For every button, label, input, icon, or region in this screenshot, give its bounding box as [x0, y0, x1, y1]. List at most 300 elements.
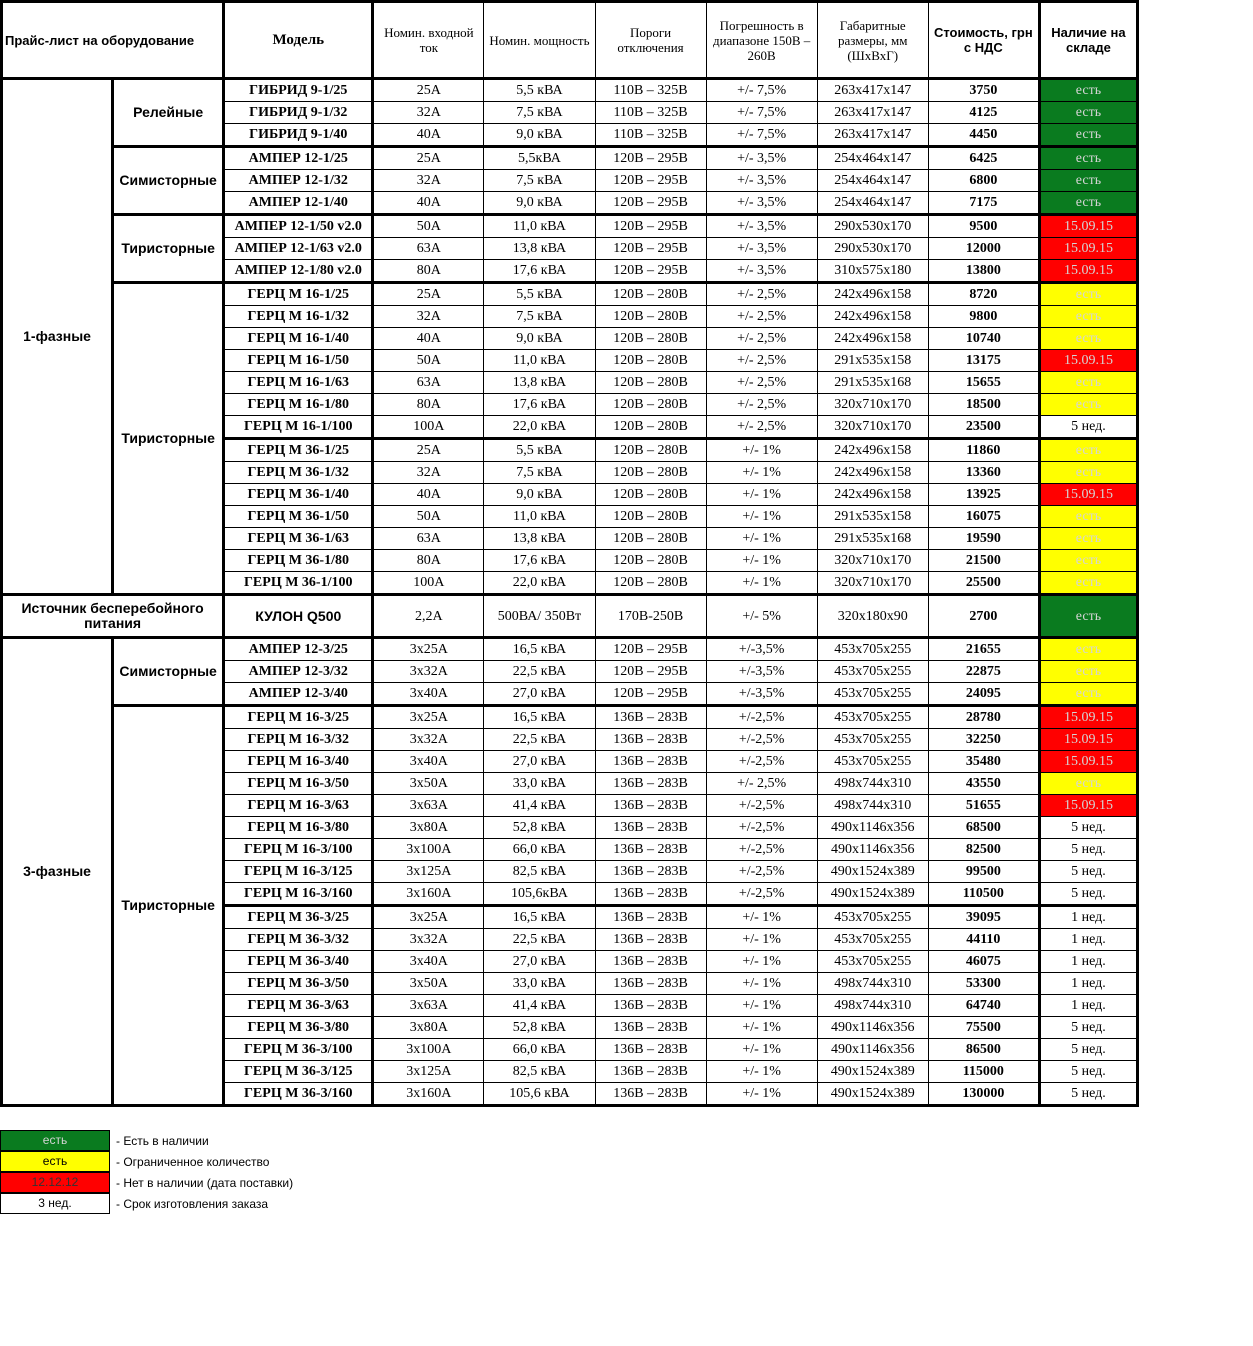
- cell-current: 25А: [373, 283, 484, 306]
- cell-accuracy: +/- 7,5%: [706, 79, 817, 102]
- cell-model: ГИБРИД 9-1/40: [224, 124, 373, 147]
- cell-current: 3х50А: [373, 973, 484, 995]
- cell-current: 32А: [373, 170, 484, 192]
- cell-stock: 1 нед.: [1039, 906, 1137, 929]
- cell-dimensions: 254х464х147: [817, 147, 928, 170]
- cell-dimensions: 498х744х310: [817, 973, 928, 995]
- cell-current: 100А: [373, 572, 484, 595]
- cell-accuracy: +/-2,5%: [706, 883, 817, 906]
- cell-dimensions: 320х710х170: [817, 550, 928, 572]
- cell-current: 3х40А: [373, 683, 484, 706]
- cell-price: 11860: [928, 439, 1039, 462]
- cell-model: ГЕРЦ М 36-1/80: [224, 550, 373, 572]
- cell-accuracy: +/-2,5%: [706, 795, 817, 817]
- cell-dimensions: 498х744х310: [817, 795, 928, 817]
- cell-accuracy: +/- 3,5%: [706, 192, 817, 215]
- cell-thresholds: 120В – 295В: [595, 683, 706, 706]
- cell-power: 27,0 кВА: [484, 751, 595, 773]
- cell-power: 22,5 кВА: [484, 729, 595, 751]
- cell-current: 3х25А: [373, 906, 484, 929]
- cell-model: ГЕРЦ М 16-3/25: [224, 706, 373, 729]
- cell-model: ГЕРЦ М 36-3/40: [224, 951, 373, 973]
- cell-dimensions: 242х496х158: [817, 439, 928, 462]
- header-dimensions: Габаритные размеры, мм (ШхВхГ): [817, 2, 928, 79]
- cell-model: ГЕРЦ М 16-3/125: [224, 861, 373, 883]
- cell-dimensions: 490х1146х356: [817, 817, 928, 839]
- cell-dimensions: 490х1524х389: [817, 1061, 928, 1083]
- cell-accuracy: +/- 3,5%: [706, 147, 817, 170]
- cell-current: 3х50А: [373, 773, 484, 795]
- cell-model: ГЕРЦ М 16-1/63: [224, 372, 373, 394]
- cell-accuracy: +/-2,5%: [706, 817, 817, 839]
- cell-accuracy: +/- 1%: [706, 1061, 817, 1083]
- cell-power: 16,5 кВА: [484, 638, 595, 661]
- cell-thresholds: 120В – 280В: [595, 439, 706, 462]
- cell-thresholds: 136В – 283В: [595, 706, 706, 729]
- cell-price: 51655: [928, 795, 1039, 817]
- cell-current: 63А: [373, 238, 484, 260]
- cell-current: 40А: [373, 124, 484, 147]
- cell-dimensions: 263х417х147: [817, 79, 928, 102]
- cell-model: ГЕРЦ М 16-3/40: [224, 751, 373, 773]
- cell-stock: есть: [1039, 661, 1137, 683]
- cell-thresholds: 170В-250В: [595, 595, 706, 638]
- cell-thresholds: 110В – 325В: [595, 124, 706, 147]
- cell-price: 25500: [928, 572, 1039, 595]
- cell-model: ГЕРЦ М 36-1/100: [224, 572, 373, 595]
- cell-model: ГЕРЦ М 36-1/50: [224, 506, 373, 528]
- cell-accuracy: +/-2,5%: [706, 729, 817, 751]
- cell-price: 110500: [928, 883, 1039, 906]
- cell-thresholds: 136В – 283В: [595, 1061, 706, 1083]
- cell-dimensions: 291х535х158: [817, 506, 928, 528]
- cell-stock: 1 нед.: [1039, 951, 1137, 973]
- cell-accuracy: +/- 3,5%: [706, 170, 817, 192]
- cell-power: 52,8 кВА: [484, 1017, 595, 1039]
- legend-item: [0, 1193, 293, 1214]
- cell-model: ГЕРЦ М 36-3/50: [224, 973, 373, 995]
- legend-item: [0, 1130, 293, 1151]
- legend-swatch: 3 нед.: [0, 1193, 110, 1214]
- cell-power: 7,5 кВА: [484, 102, 595, 124]
- cell-thresholds: 136В – 283В: [595, 729, 706, 751]
- cell-stock: 15.09.15: [1039, 350, 1137, 372]
- cell-stock: 5 нед.: [1039, 817, 1137, 839]
- cell-current: 3х63А: [373, 795, 484, 817]
- cell-power: 27,0 кВА: [484, 683, 595, 706]
- cell-dimensions: 453х705х255: [817, 951, 928, 973]
- cell-model: АМПЕР 12-1/32: [224, 170, 373, 192]
- cell-power: 11,0 кВА: [484, 215, 595, 238]
- cell-stock: 5 нед.: [1039, 883, 1137, 906]
- cell-current: 3х160А: [373, 1083, 484, 1106]
- cell-price: 18500: [928, 394, 1039, 416]
- cell-stock: есть: [1039, 283, 1137, 306]
- group-type: Релейные: [113, 79, 224, 147]
- cell-accuracy: +/- 2,5%: [706, 416, 817, 439]
- cell-dimensions: 291х535х158: [817, 350, 928, 372]
- cell-model: ГЕРЦ М 16-3/100: [224, 839, 373, 861]
- cell-power: 27,0 кВА: [484, 951, 595, 973]
- cell-accuracy: +/- 2,5%: [706, 350, 817, 372]
- cell-power: 7,5 кВА: [484, 306, 595, 328]
- cell-power: 52,8 кВА: [484, 817, 595, 839]
- table-row: [2, 147, 1138, 170]
- cell-accuracy: +/- 2,5%: [706, 394, 817, 416]
- cell-price: 75500: [928, 1017, 1039, 1039]
- cell-current: 40А: [373, 484, 484, 506]
- cell-price: 2700: [928, 595, 1039, 638]
- cell-price: 13800: [928, 260, 1039, 283]
- cell-accuracy: +/- 2,5%: [706, 306, 817, 328]
- cell-thresholds: 120В – 280В: [595, 416, 706, 439]
- cell-price: 46075: [928, 951, 1039, 973]
- legend-swatch: есть: [0, 1130, 110, 1151]
- cell-thresholds: 120В – 280В: [595, 394, 706, 416]
- cell-dimensions: 242х496х158: [817, 462, 928, 484]
- cell-dimensions: 490х1146х356: [817, 1017, 928, 1039]
- cell-power: 16,5 кВА: [484, 706, 595, 729]
- cell-current: 3х125А: [373, 1061, 484, 1083]
- cell-model: ГЕРЦ М 36-3/63: [224, 995, 373, 1017]
- cell-dimensions: 290х530х170: [817, 215, 928, 238]
- cell-stock: есть: [1039, 528, 1137, 550]
- cell-current: 63А: [373, 528, 484, 550]
- cell-current: 3х160А: [373, 883, 484, 906]
- header-row: [2, 2, 1138, 79]
- cell-stock: есть: [1039, 170, 1137, 192]
- cell-dimensions: 498х744х310: [817, 773, 928, 795]
- cell-model: ГЕРЦ М 16-1/100: [224, 416, 373, 439]
- cell-price: 13175: [928, 350, 1039, 372]
- table-row: [2, 283, 1138, 306]
- cell-stock: есть: [1039, 572, 1137, 595]
- cell-model: ГЕРЦ М 16-3/50: [224, 773, 373, 795]
- cell-thresholds: 136В – 283В: [595, 817, 706, 839]
- cell-accuracy: +/- 1%: [706, 528, 817, 550]
- cell-model: ГЕРЦ М 36-1/32: [224, 462, 373, 484]
- cell-dimensions: 453х705х255: [817, 906, 928, 929]
- group-type: Симисторные: [113, 147, 224, 215]
- cell-dimensions: 490х1524х389: [817, 861, 928, 883]
- table-row: [2, 595, 1138, 638]
- cell-price: 8720: [928, 283, 1039, 306]
- cell-power: 500ВА/ 350Вт: [484, 595, 595, 638]
- cell-power: 33,0 кВА: [484, 773, 595, 795]
- cell-power: 5,5 кВА: [484, 283, 595, 306]
- cell-dimensions: 263х417х147: [817, 102, 928, 124]
- cell-stock: 5 нед.: [1039, 1083, 1137, 1106]
- cell-accuracy: +/- 1%: [706, 550, 817, 572]
- cell-accuracy: +/- 1%: [706, 462, 817, 484]
- cell-current: 3х100А: [373, 839, 484, 861]
- group-ups: Источник бесперебойного питания: [2, 595, 224, 638]
- cell-stock: есть: [1039, 79, 1137, 102]
- cell-stock: есть: [1039, 306, 1137, 328]
- cell-thresholds: 136В – 283В: [595, 861, 706, 883]
- cell-thresholds: 136В – 283В: [595, 1039, 706, 1061]
- cell-accuracy: +/- 2,5%: [706, 283, 817, 306]
- cell-price: 16075: [928, 506, 1039, 528]
- cell-stock: есть: [1039, 773, 1137, 795]
- cell-price: 21655: [928, 638, 1039, 661]
- cell-dimensions: 254х464х147: [817, 170, 928, 192]
- cell-stock: 5 нед.: [1039, 839, 1137, 861]
- cell-thresholds: 136В – 283В: [595, 929, 706, 951]
- cell-accuracy: +/- 1%: [706, 973, 817, 995]
- cell-power: 9,0 кВА: [484, 124, 595, 147]
- cell-dimensions: 320х710х170: [817, 416, 928, 439]
- cell-model: ГЕРЦ М 36-1/63: [224, 528, 373, 550]
- cell-dimensions: 291х535х168: [817, 528, 928, 550]
- cell-accuracy: +/-2,5%: [706, 751, 817, 773]
- cell-model: ГЕРЦ М 16-1/32: [224, 306, 373, 328]
- cell-current: 3х25А: [373, 638, 484, 661]
- cell-current: 2,2А: [373, 595, 484, 638]
- cell-price: 10740: [928, 328, 1039, 350]
- cell-current: 3х40А: [373, 951, 484, 973]
- cell-stock: 15.09.15: [1039, 795, 1137, 817]
- cell-price: 39095: [928, 906, 1039, 929]
- cell-accuracy: +/- 1%: [706, 572, 817, 595]
- cell-power: 5,5 кВА: [484, 439, 595, 462]
- cell-price: 15655: [928, 372, 1039, 394]
- cell-accuracy: +/-2,5%: [706, 706, 817, 729]
- cell-thresholds: 120В – 295В: [595, 170, 706, 192]
- cell-thresholds: 120В – 280В: [595, 283, 706, 306]
- cell-price: 7175: [928, 192, 1039, 215]
- cell-power: 13,8 кВА: [484, 238, 595, 260]
- legend-text: - Ограниченное количество: [116, 1154, 270, 1169]
- cell-thresholds: 120В – 280В: [595, 462, 706, 484]
- legend-text: - Нет в наличии (дата поставки): [116, 1175, 294, 1190]
- cell-power: 16,5 кВА: [484, 906, 595, 929]
- cell-stock: есть: [1039, 550, 1137, 572]
- cell-accuracy: +/- 7,5%: [706, 102, 817, 124]
- legend: [0, 1130, 293, 1214]
- header-current: Номин. входной ток: [373, 2, 484, 79]
- cell-accuracy: +/- 3,5%: [706, 260, 817, 283]
- cell-thresholds: 136В – 283В: [595, 995, 706, 1017]
- cell-dimensions: 453х705х255: [817, 929, 928, 951]
- cell-dimensions: 498х744х310: [817, 995, 928, 1017]
- cell-thresholds: 120В – 295В: [595, 638, 706, 661]
- cell-power: 41,4 кВА: [484, 795, 595, 817]
- cell-model: ГЕРЦ М 16-3/63: [224, 795, 373, 817]
- cell-power: 7,5 кВА: [484, 462, 595, 484]
- cell-current: 80А: [373, 550, 484, 572]
- cell-thresholds: 120В – 280В: [595, 306, 706, 328]
- cell-stock: 5 нед.: [1039, 1061, 1137, 1083]
- cell-thresholds: 120В – 280В: [595, 350, 706, 372]
- cell-power: 66,0 кВА: [484, 839, 595, 861]
- cell-stock: есть: [1039, 372, 1137, 394]
- cell-dimensions: 320х180х90: [817, 595, 928, 638]
- cell-price: 115000: [928, 1061, 1039, 1083]
- cell-accuracy: +/-3,5%: [706, 683, 817, 706]
- cell-model: ГИБРИД 9-1/25: [224, 79, 373, 102]
- cell-accuracy: +/- 1%: [706, 929, 817, 951]
- cell-price: 53300: [928, 973, 1039, 995]
- cell-price: 99500: [928, 861, 1039, 883]
- cell-power: 22,5 кВА: [484, 929, 595, 951]
- cell-power: 66,0 кВА: [484, 1039, 595, 1061]
- cell-price: 13925: [928, 484, 1039, 506]
- cell-dimensions: 453х705х255: [817, 638, 928, 661]
- cell-power: 11,0 кВА: [484, 506, 595, 528]
- cell-dimensions: 490х1146х356: [817, 839, 928, 861]
- cell-stock: есть: [1039, 192, 1137, 215]
- cell-stock: 5 нед.: [1039, 1039, 1137, 1061]
- cell-model: АМПЕР 12-3/25: [224, 638, 373, 661]
- cell-power: 11,0 кВА: [484, 350, 595, 372]
- cell-stock: 5 нед.: [1039, 416, 1137, 439]
- cell-model: ГЕРЦ М 36-3/100: [224, 1039, 373, 1061]
- cell-current: 3х32А: [373, 929, 484, 951]
- header-power: Номин. мощность: [484, 2, 595, 79]
- cell-price: 32250: [928, 729, 1039, 751]
- cell-accuracy: +/- 2,5%: [706, 773, 817, 795]
- cell-thresholds: 136В – 283В: [595, 951, 706, 973]
- cell-price: 13360: [928, 462, 1039, 484]
- cell-stock: 15.09.15: [1039, 729, 1137, 751]
- cell-model: АМПЕР 12-1/25: [224, 147, 373, 170]
- cell-price: 43550: [928, 773, 1039, 795]
- cell-model: ГЕРЦ М 16-1/40: [224, 328, 373, 350]
- cell-power: 22,0 кВА: [484, 416, 595, 439]
- legend-swatch: есть: [0, 1151, 110, 1172]
- cell-stock: 1 нед.: [1039, 995, 1137, 1017]
- cell-accuracy: +/- 3,5%: [706, 215, 817, 238]
- cell-power: 9,0 кВА: [484, 484, 595, 506]
- cell-current: 3х40А: [373, 751, 484, 773]
- cell-dimensions: 320х710х170: [817, 394, 928, 416]
- cell-model: ГЕРЦ М 36-3/25: [224, 906, 373, 929]
- header-price: Стоимость, грн с НДС: [928, 2, 1039, 79]
- cell-thresholds: 120В – 280В: [595, 528, 706, 550]
- cell-power: 22,0 кВА: [484, 572, 595, 595]
- cell-power: 5,5 кВА: [484, 79, 595, 102]
- cell-thresholds: 120В – 280В: [595, 572, 706, 595]
- cell-thresholds: 120В – 280В: [595, 550, 706, 572]
- cell-price: 6425: [928, 147, 1039, 170]
- cell-power: 7,5 кВА: [484, 170, 595, 192]
- cell-thresholds: 136В – 283В: [595, 883, 706, 906]
- cell-accuracy: +/-3,5%: [706, 638, 817, 661]
- cell-power: 41,4 кВА: [484, 995, 595, 1017]
- cell-price: 21500: [928, 550, 1039, 572]
- group-phase: 1-фазные: [2, 79, 113, 595]
- cell-model: ГЕРЦ М 36-1/25: [224, 439, 373, 462]
- cell-model: КУЛОН Q500: [224, 595, 373, 638]
- cell-stock: 15.09.15: [1039, 260, 1137, 283]
- cell-current: 32А: [373, 462, 484, 484]
- cell-stock: есть: [1039, 102, 1137, 124]
- cell-current: 63А: [373, 372, 484, 394]
- cell-price: 82500: [928, 839, 1039, 861]
- cell-current: 80А: [373, 260, 484, 283]
- cell-dimensions: 242х496х158: [817, 484, 928, 506]
- cell-model: ГЕРЦ М 36-1/40: [224, 484, 373, 506]
- cell-model: ГЕРЦ М 16-3/160: [224, 883, 373, 906]
- cell-accuracy: +/- 1%: [706, 484, 817, 506]
- cell-model: АМПЕР 12-3/32: [224, 661, 373, 683]
- cell-dimensions: 290х530х170: [817, 238, 928, 260]
- cell-thresholds: 120В – 280В: [595, 506, 706, 528]
- cell-power: 5,5кВА: [484, 147, 595, 170]
- cell-stock: 5 нед.: [1039, 1017, 1137, 1039]
- cell-price: 19590: [928, 528, 1039, 550]
- cell-current: 3х100А: [373, 1039, 484, 1061]
- cell-price: 64740: [928, 995, 1039, 1017]
- cell-dimensions: 291х535х168: [817, 372, 928, 394]
- cell-stock: 1 нед.: [1039, 973, 1137, 995]
- cell-thresholds: 120В – 280В: [595, 484, 706, 506]
- cell-thresholds: 120В – 295В: [595, 661, 706, 683]
- header-title: Прайс-лист на оборудование: [2, 2, 224, 79]
- legend-item: [0, 1172, 293, 1193]
- cell-price: 23500: [928, 416, 1039, 439]
- cell-power: 17,6 кВА: [484, 260, 595, 283]
- cell-model: ГЕРЦ М 16-3/80: [224, 817, 373, 839]
- legend-swatch: 12.12.12: [0, 1172, 110, 1193]
- legend-text: - Срок изготовления заказа: [116, 1196, 269, 1211]
- cell-dimensions: 453х705х255: [817, 683, 928, 706]
- cell-current: 3х80А: [373, 1017, 484, 1039]
- cell-model: ГЕРЦ М 16-1/25: [224, 283, 373, 306]
- table-row: [2, 638, 1138, 661]
- cell-stock: 5 нед.: [1039, 861, 1137, 883]
- cell-stock: 15.09.15: [1039, 484, 1137, 506]
- cell-accuracy: +/- 1%: [706, 906, 817, 929]
- cell-accuracy: +/- 1%: [706, 1039, 817, 1061]
- cell-dimensions: 453х705х255: [817, 706, 928, 729]
- cell-price: 9500: [928, 215, 1039, 238]
- cell-model: ГЕРЦ М 36-3/32: [224, 929, 373, 951]
- cell-current: 3х80А: [373, 817, 484, 839]
- cell-current: 50А: [373, 506, 484, 528]
- cell-current: 25А: [373, 79, 484, 102]
- cell-thresholds: 136В – 283В: [595, 906, 706, 929]
- cell-model: АМПЕР 12-3/40: [224, 683, 373, 706]
- cell-price: 130000: [928, 1083, 1039, 1106]
- cell-current: 3х32А: [373, 729, 484, 751]
- cell-stock: есть: [1039, 439, 1137, 462]
- cell-thresholds: 120В – 295В: [595, 147, 706, 170]
- cell-thresholds: 136В – 283В: [595, 1083, 706, 1106]
- cell-dimensions: 242х496х158: [817, 306, 928, 328]
- cell-current: 3х63А: [373, 995, 484, 1017]
- cell-current: 100А: [373, 416, 484, 439]
- cell-price: 24095: [928, 683, 1039, 706]
- group-type: Тиристорные: [113, 215, 224, 283]
- legend-item: [0, 1151, 293, 1172]
- cell-stock: 15.09.15: [1039, 751, 1137, 773]
- cell-dimensions: 453х705х255: [817, 751, 928, 773]
- cell-power: 82,5 кВА: [484, 861, 595, 883]
- cell-thresholds: 136В – 283В: [595, 751, 706, 773]
- cell-accuracy: +/-2,5%: [706, 839, 817, 861]
- cell-power: 13,8 кВА: [484, 372, 595, 394]
- cell-dimensions: 310х575х180: [817, 260, 928, 283]
- cell-power: 105,6 кВА: [484, 1083, 595, 1106]
- cell-thresholds: 136В – 283В: [595, 973, 706, 995]
- cell-price: 68500: [928, 817, 1039, 839]
- cell-model: АМПЕР 12-1/63 v2.0: [224, 238, 373, 260]
- cell-price: 6800: [928, 170, 1039, 192]
- cell-dimensions: 490х1524х389: [817, 1083, 928, 1106]
- table-row: [2, 215, 1138, 238]
